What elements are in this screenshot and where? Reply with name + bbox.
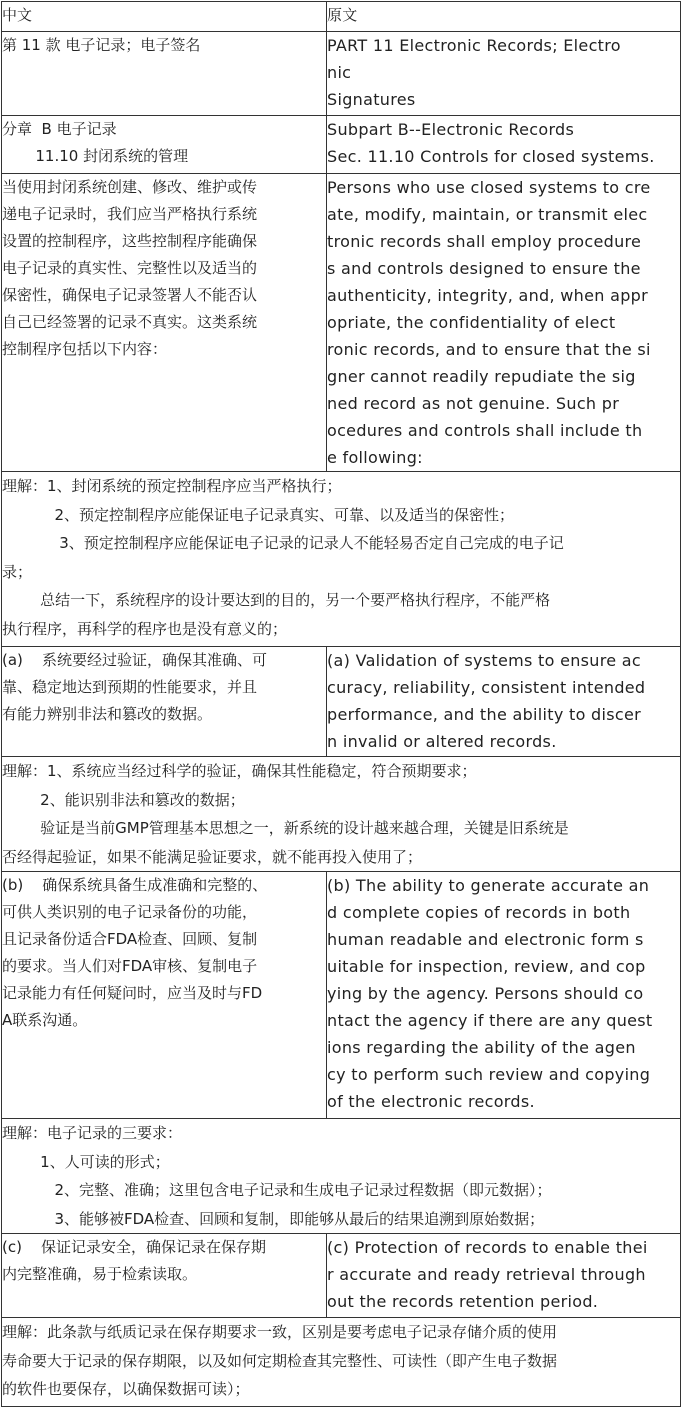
item-c-en — [327, 1234, 681, 1318]
item-b-en — [327, 872, 681, 1119]
item-a-zh — [2, 647, 327, 757]
text-line: uitable for inspection, review, and cop — [327, 957, 646, 976]
subpart-row — [2, 116, 681, 174]
text-line: 理解：1、系统应当经过科学的验证，确保其性能稳定，符合预期要求； — [2, 762, 477, 780]
note-3 — [2, 1119, 681, 1234]
text-line: tronic records shall employ procedure — [327, 232, 642, 251]
text-line: curacy, reliability, consistent intended — [327, 678, 646, 697]
text-line: cy to perform such review and copying — [327, 1065, 651, 1084]
text-line: s and controls designed to ensure the — [327, 259, 641, 278]
text-line: ocedures and controls shall include th — [327, 421, 643, 440]
note-2 — [2, 757, 681, 872]
regulation-table — [1, 1, 681, 1407]
text-line: of the electronic records. — [327, 1092, 535, 1111]
text-line: d complete copies of records in both — [327, 903, 631, 922]
text-line: 靠、稳定地达到预期的性能要求，并且 — [2, 678, 258, 696]
text-line: r accurate and ready retrieval through — [327, 1265, 646, 1284]
subpart-en — [327, 116, 681, 174]
text-line: human readable and electronic form s — [327, 930, 644, 949]
text-line: out the records retention period. — [327, 1292, 599, 1311]
text-line: 有能力辨别非法和篡改的数据。 — [2, 705, 213, 723]
text-line: ate, modify, maintain, or transmit elec — [327, 205, 648, 224]
text-line: 1、人可读的形式； — [2, 1152, 170, 1171]
text-line: 内完整准确，易于检索读取。 — [2, 1265, 198, 1283]
text-line: gner cannot readily repudiate the sig — [327, 367, 636, 386]
item-b-row — [2, 872, 681, 1119]
text-line: ned record as not genuine. Such pr — [327, 394, 620, 413]
item-a-en — [327, 647, 681, 757]
text-line: 自己已经签署的记录不真实。这类系统 — [2, 313, 258, 331]
text-line: (b) The ability to generate accurate an — [327, 876, 650, 895]
text-line: ronic records, and to ensure that the si — [327, 340, 651, 359]
text-line: A联系沟通。 — [2, 1011, 88, 1029]
text-line: 的要求。当人们对FDA审核、复制电子 — [2, 957, 258, 975]
text-line: 2、完整、准确；这里包含电子记录和生成电子记录过程数据（即元数据）； — [2, 1181, 552, 1199]
intro-en — [327, 174, 681, 472]
note-row-1 — [2, 472, 681, 647]
text-line: n invalid or altered records. — [327, 732, 557, 751]
note-row-4 — [2, 1318, 681, 1407]
text-line: Sec. 11.10 Controls for closed systems. — [327, 147, 655, 166]
text-line: 且记录备份适合FDA检查、回顾、复制 — [2, 930, 258, 948]
text-line: (c) 保证记录安全，确保记录在保存期 — [2, 1238, 267, 1256]
header-original: 原文 — [327, 2, 681, 32]
subpart-zh — [2, 116, 327, 174]
text-line: e following: — [327, 448, 423, 467]
item-c-zh — [2, 1234, 327, 1318]
part-row — [2, 32, 681, 116]
intro-zh — [2, 174, 327, 472]
part-en — [327, 32, 681, 116]
text-line: 验证是当前GMP管理基本思想之一，新系统的设计越来越合理，关键是旧系统是 — [2, 819, 569, 837]
text-line: 执行程序，再科学的程序也是没有意义的； — [2, 619, 288, 638]
text-line: 的软件也要保存，以确保数据可读）； — [2, 1380, 250, 1398]
text-line: 当使用封闭系统创建、修改、维护或传 — [2, 178, 258, 196]
text-line: 2、预定控制程序应能保证电子记录真实、可靠、以及适当的保密性； — [2, 505, 514, 524]
text-line: 总结一下，系统程序的设计要达到的目的，另一个要严格执行程序，不能严格 — [2, 591, 551, 609]
text-line: Signatures — [327, 90, 416, 109]
text-line: 理解：此条款与纸质记录在保存期要求一致，区别是要考虑电子记录存储介质的使用 — [2, 1323, 558, 1341]
note-1 — [2, 472, 681, 647]
item-b-zh — [2, 872, 327, 1119]
text-line: 可供人类识别的电子记录备份的功能， — [2, 903, 258, 921]
text-line: 保密性，确保电子记录签署人不能否认 — [2, 286, 258, 304]
text-line: ying by the agency. Persons should co — [327, 984, 644, 1003]
text-line: (b) 确保系统具备生成准确和完整的、 — [2, 876, 268, 894]
header-chinese: 中文 — [2, 2, 327, 32]
text-line: opriate, the confidentiality of elect — [327, 313, 616, 332]
text-line: 理解：电子记录的三要求： — [2, 1124, 183, 1142]
item-a-row — [2, 647, 681, 757]
note-row-3 — [2, 1119, 681, 1234]
header-row — [2, 2, 681, 32]
text-line: 理解：1、封闭系统的预定控制程序应当严格执行； — [2, 477, 342, 495]
text-line: 11.10 封闭系统的管理 — [2, 147, 189, 165]
text-line: 否经得起验证，如果不能满足验证要求，就不能再投入使用了； — [2, 847, 423, 866]
text-line: 2、能识别非法和篡改的数据； — [2, 790, 245, 809]
text-line: Persons who use closed systems to cre — [327, 178, 651, 197]
text-line: 3、能够被FDA检查、回顾和复制，即能够从最后的结果追溯到原始数据； — [2, 1209, 545, 1228]
text-line: (a) 系统要经过验证，确保其准确、可 — [2, 651, 267, 669]
text-line: performance, and the ability to discer — [327, 705, 642, 724]
text-line: 3、预定控制程序应能保证电子记录的记录人不能轻易否定自己完成的电子记 — [2, 534, 564, 552]
note-row-2 — [2, 757, 681, 872]
text-line: 分章 B 电子记录 — [2, 120, 117, 138]
text-line: 记录能力有任何疑问时，应当及时与FD — [2, 984, 263, 1002]
text-line: 控制程序包括以下内容： — [2, 340, 168, 358]
note-4 — [2, 1318, 681, 1407]
text-line: (c) Protection of records to enable thei — [327, 1238, 648, 1257]
text-line: (a) Validation of systems to ensure ac — [327, 651, 642, 670]
item-c-row — [2, 1234, 681, 1318]
text-line: nic — [327, 63, 352, 82]
text-line: ntact the agency if there are any quest — [327, 1011, 653, 1030]
text-line: ions regarding the ability of the agen — [327, 1038, 636, 1057]
text-line: Subpart B--Electronic Records — [327, 120, 575, 139]
text-line: 电子记录的真实性、完整性以及适当的 — [2, 259, 258, 277]
text-line: 递电子记录时，我们应当严格执行系统 — [2, 205, 258, 223]
text-line: 设置的控制程序，这些控制程序能确保 — [2, 232, 258, 250]
text-line: 第 11 款 电子记录；电子签名 — [2, 36, 201, 54]
text-line: PART 11 Electronic Records; Electro — [327, 36, 621, 55]
text-line: 录； — [2, 562, 33, 581]
part-zh — [2, 32, 327, 116]
text-line: 寿命要大于记录的保存期限，以及如何定期检查其完整性、可读性（即产生电子数据 — [2, 1351, 558, 1370]
intro-row — [2, 174, 681, 472]
text-line: authenticity, integrity, and, when appr — [327, 286, 648, 305]
